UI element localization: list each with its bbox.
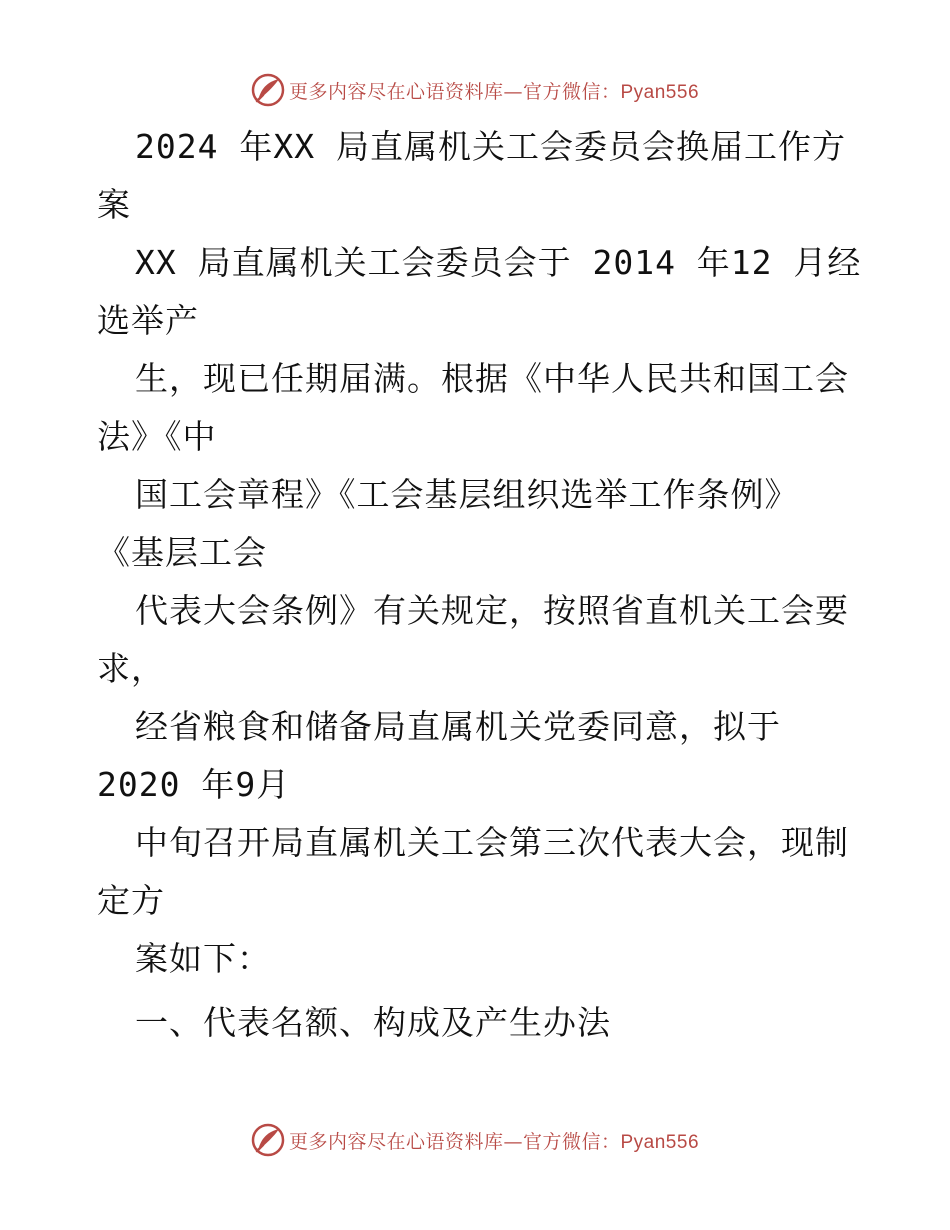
header-watermark-banner — [0, 70, 950, 110]
header-watermark-separator: — — [503, 80, 523, 103]
pen-logo-icon — [251, 73, 285, 107]
doc-line-14: 定方 — [97, 881, 165, 920]
doc-line-8: 《基层工会 — [97, 533, 267, 572]
header-watermark-left: 更多内容尽在心语资料库 — [288, 80, 504, 103]
doc-line-9: 代表大会条例》有关规定，按照省直机关工会要 — [135, 591, 849, 630]
pen-logo-icon — [251, 1123, 285, 1157]
footer-watermark-banner — [0, 1120, 950, 1160]
header-watermark-text — [289, 77, 699, 104]
doc-line-11: 经省粮食和储备局直属机关党委同意，拟于 — [135, 707, 781, 746]
doc-line-6: 法》《中 — [97, 417, 217, 456]
doc-line-7: 国工会章程》《工会基层组织选举工作条例》 — [135, 475, 799, 514]
doc-line-10: 求， — [97, 649, 165, 688]
doc-line-12: 2020 年9月 — [97, 765, 291, 804]
doc-line-16: 一、代表名额、构成及产生办法 — [135, 1003, 611, 1042]
doc-line-3: XX 局直属机关工会委员会于 2014 年12 月经 — [135, 243, 862, 282]
footer-watermark-separator: — — [503, 1130, 523, 1153]
header-watermark-right: 官方微信：Pyan556 — [523, 81, 700, 103]
doc-line-13: 中旬召开局直属机关工会第三次代表大会，现制 — [135, 823, 849, 862]
doc-line-1: 2024 年XX 局直属机关工会委员会换届工作方 — [135, 127, 846, 166]
footer-watermark-right: 官方微信：Pyan556 — [523, 1131, 700, 1153]
doc-line-2: 案 — [97, 185, 131, 224]
footer-watermark-left: 更多内容尽在心语资料库 — [288, 1130, 504, 1153]
doc-line-5: 生，现已任期届满。根据《中华人民共和国工会 — [135, 359, 849, 398]
doc-line-4: 选举产 — [97, 301, 199, 340]
footer-watermark-text — [289, 1127, 699, 1154]
doc-line-15: 案如下： — [135, 939, 271, 978]
